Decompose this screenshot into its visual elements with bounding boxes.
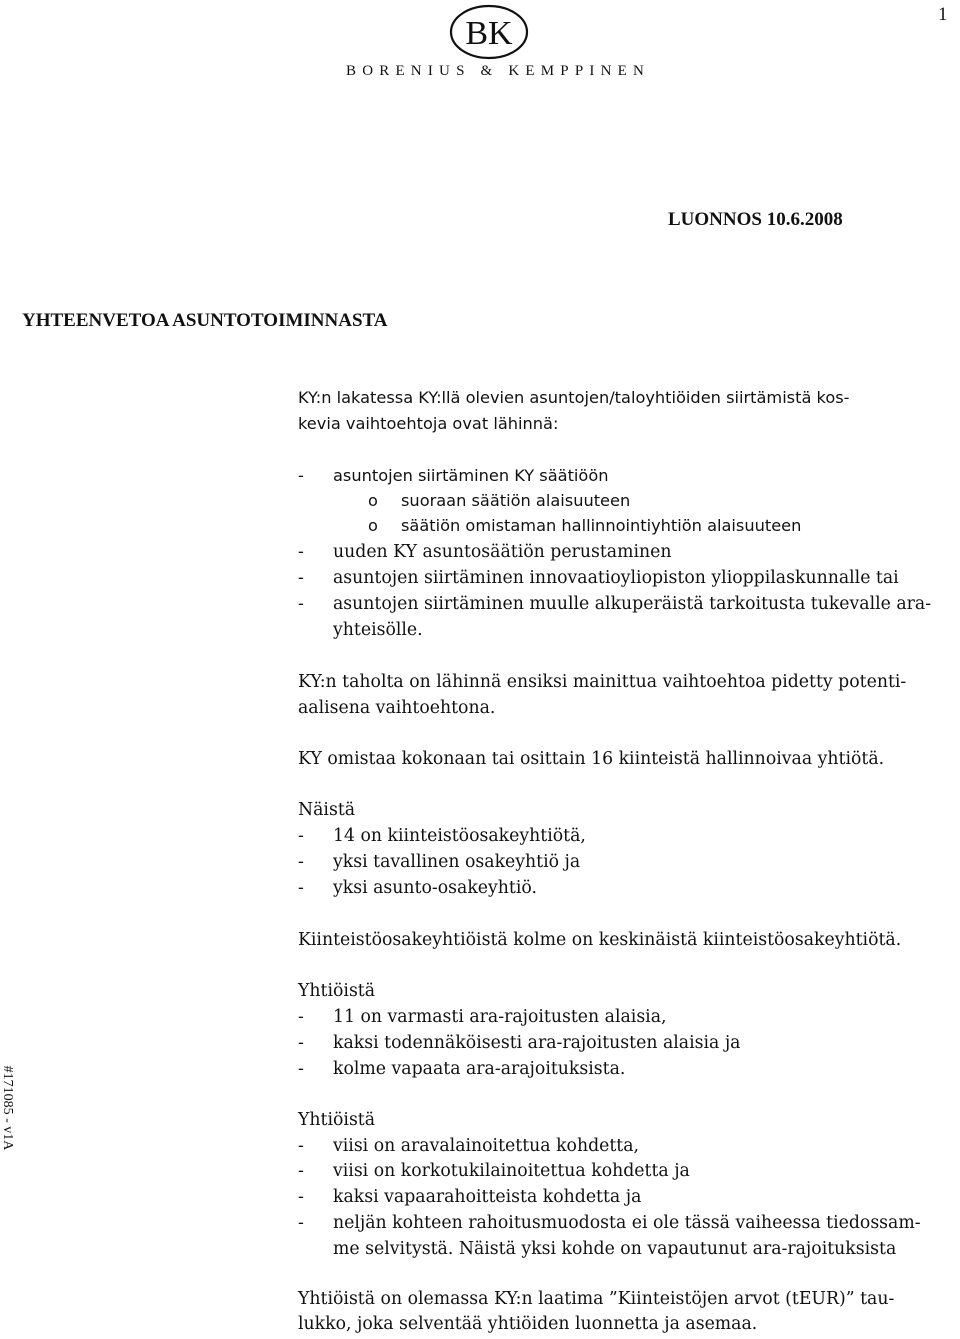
list-item-continuation: me selvitystä. Näistä yksi kohde on vapautunut ara-rajoituksista (333, 1239, 897, 1259)
list-item-text: 14 on kiinteistöosakeyhtiötä, (333, 826, 586, 846)
document-id-stamp: #171085 - v1A (0, 1065, 15, 1151)
list-item-continuation: yhteisölle. (333, 620, 423, 640)
list-item-text: yksi tavallinen osakeyhtiö ja (333, 852, 581, 872)
intro-line: kevia vaihtoehtoja ovat lähinnä: (298, 414, 559, 433)
dash-bullet: - (298, 878, 304, 898)
dash-bullet: - (298, 1161, 304, 1181)
dash-bullet: - (298, 1213, 304, 1233)
dash-bullet: - (298, 852, 304, 872)
paragraph-line: Yhtiöistä on olemassa KY:n laatima ”Kiinteistöjen arvot (tEUR)” tau- (298, 1289, 895, 1309)
list-item-text: uuden KY asuntosäätiön perustaminen (333, 542, 672, 562)
draft-label: LUONNOS 10.6.2008 (668, 209, 843, 230)
list-item-text: asuntojen siirtäminen KY säätiöön (333, 466, 609, 485)
list-item-text: neljän kohteen rahoitusmuodosta ei ole tässä vaiheessa tiedossam- (333, 1213, 921, 1233)
dash-bullet: - (298, 542, 304, 562)
dash-bullet: - (298, 466, 304, 485)
list-item-text: asuntojen siirtäminen muulle alkuperäistä tarkoitusta tukevalle ara- (333, 594, 932, 614)
dash-bullet: - (298, 1136, 304, 1156)
section-heading: Yhtiöistä (298, 1110, 376, 1130)
dash-bullet: - (298, 568, 304, 588)
list-item-text: viisi on aravalainoitettua kohdetta, (333, 1136, 640, 1156)
page-number: 1 (938, 4, 948, 25)
paragraph-line: KY omistaa kokonaan tai osittain 16 kiinteistä hallinnoivaa yhtiötä. (298, 749, 885, 769)
dash-bullet: - (298, 1007, 304, 1027)
circle-bullet: o (368, 516, 378, 535)
list-item-text: kolme vapaata ara-arajoituksista. (333, 1059, 626, 1079)
paragraph-line: lukko, joka selventää yhtiöiden luonnetta ja asemaa. (298, 1314, 758, 1334)
list-item-text: viisi on korkotukilainoitettua kohdetta ja (333, 1161, 690, 1181)
paragraph-line: KY:n taholta on lähinnä ensiksi mainittua vaihtoehtoa pidetty potenti- (298, 672, 907, 692)
paragraph-line: aalisena vaihtoehtona. (298, 698, 496, 718)
list-item-text: 11 on varmasti ara-rajoitusten alaisia, (333, 1007, 667, 1027)
list-item-text: kaksi todennäköisesti ara-rajoitusten alaisia ja (333, 1033, 741, 1053)
sub-list-item-text: suoraan säätiön alaisuuteen (401, 491, 631, 510)
logo-firm-name: BORENIUS & KEMPPINEN (346, 63, 651, 79)
section-heading: Yhtiöistä (298, 981, 376, 1001)
dash-bullet: - (298, 826, 304, 846)
intro-line: KY:n lakatessa KY:llä olevien asuntojen/taloyhtiöiden siirtämistä kos- (298, 388, 850, 407)
document-title: YHTEENVETOA ASUNTOTOIMINNASTA (22, 310, 388, 331)
dash-bullet: - (298, 1059, 304, 1079)
dash-bullet: - (298, 594, 304, 614)
section-heading: Näistä (298, 800, 356, 820)
list-item-text: yksi asunto-osakeyhtiö. (333, 878, 537, 898)
sub-list-item-text: säätiön omistaman hallinnointiyhtiön alaisuuteen (401, 516, 802, 535)
list-item-text: asuntojen siirtäminen innovaatioyliopiston ylioppilaskunnalle tai (333, 568, 899, 588)
bk-monogram-icon (338, 2, 638, 62)
logo-monogram: BK (465, 15, 513, 52)
dash-bullet: - (298, 1033, 304, 1053)
circle-bullet: o (368, 491, 378, 510)
dash-bullet: - (298, 1187, 304, 1207)
paragraph-line: Kiinteistöosakeyhtiöistä kolme on keskinäistä kiinteistöosakeyhtiötä. (298, 930, 902, 950)
list-item-text: kaksi vapaarahoitteista kohdetta ja (333, 1187, 642, 1207)
